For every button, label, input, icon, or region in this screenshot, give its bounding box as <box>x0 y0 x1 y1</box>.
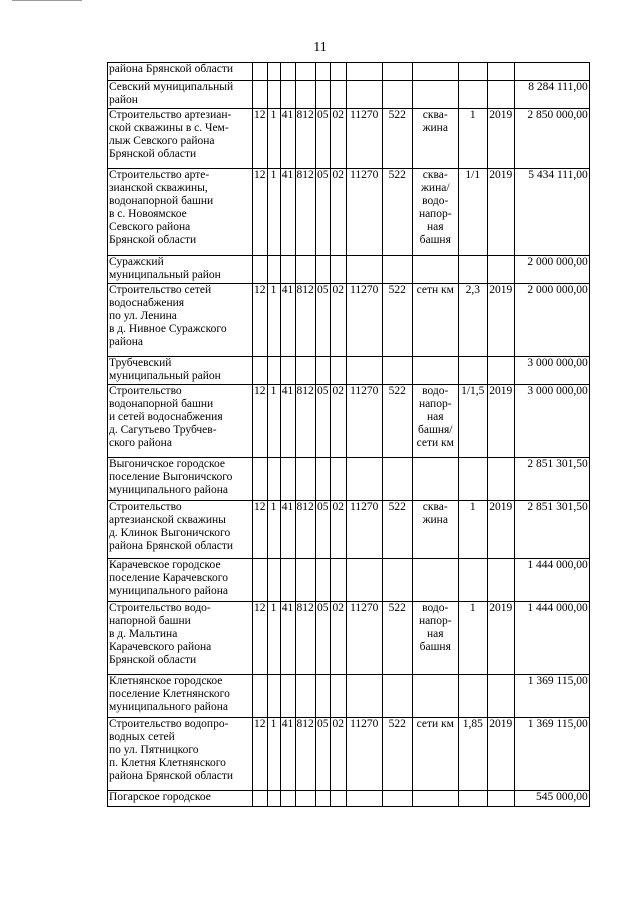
row-c4-cell <box>295 458 315 501</box>
row-c5-cell: 05 <box>315 385 330 458</box>
row-c2-cell <box>267 559 280 602</box>
row-name-cell: Погарское городское <box>108 791 253 807</box>
row-c5-cell: 05 <box>315 284 330 357</box>
row-c7-cell <box>346 357 382 385</box>
row-year-cell <box>487 63 514 81</box>
table-row <box>108 284 590 357</box>
row-c5-cell: 05 <box>315 169 330 256</box>
row-c8-cell <box>382 81 412 109</box>
row-c5-cell: 05 <box>315 718 330 791</box>
row-c1-cell <box>253 458 268 501</box>
row-c4-cell: 812 <box>295 602 315 675</box>
row-c5-cell <box>315 458 330 501</box>
row-c6-cell <box>330 81 346 109</box>
group-row <box>108 458 590 501</box>
row-name-cell: Строительство водонапорной башни и сетей водоснабжения д. Сагутьево Трубчев- ского района <box>108 385 253 458</box>
row-c8-cell: 522 <box>382 284 412 357</box>
row-c1-cell <box>253 256 268 284</box>
row-c2-cell: 1 <box>267 109 280 169</box>
row-c8-cell: 522 <box>382 718 412 791</box>
row-c7-cell <box>346 256 382 284</box>
row-qty-cell: 1 <box>458 109 487 169</box>
row-c1-cell <box>253 81 268 109</box>
row-c4-cell <box>295 791 315 807</box>
row-c6-cell <box>330 458 346 501</box>
row-unit-cell <box>412 458 458 501</box>
row-c8-cell: 522 <box>382 109 412 169</box>
row-c6-cell <box>330 256 346 284</box>
row-c8-cell <box>382 791 412 807</box>
row-qty-cell <box>458 675 487 718</box>
row-c2-cell <box>267 357 280 385</box>
row-c6-cell: 02 <box>330 284 346 357</box>
row-c8-cell <box>382 256 412 284</box>
row-c2-cell: 1 <box>267 169 280 256</box>
row-unit-cell <box>412 256 458 284</box>
row-c1-cell: 12 <box>253 718 268 791</box>
row-c8-cell: 522 <box>382 169 412 256</box>
row-c6-cell <box>330 675 346 718</box>
row-c5-cell: 05 <box>315 109 330 169</box>
row-c7-cell <box>346 559 382 602</box>
row-c7-cell: 11270 <box>346 718 382 791</box>
row-c4-cell: 812 <box>295 385 315 458</box>
row-c7-cell: 11270 <box>346 169 382 256</box>
row-unit-cell: сква- жина <box>412 109 458 169</box>
row-c1-cell <box>253 675 268 718</box>
row-c1-cell <box>253 559 268 602</box>
row-c7-cell <box>346 458 382 501</box>
row-year-cell <box>487 81 514 109</box>
row-c1-cell <box>253 357 268 385</box>
row-c2-cell: 1 <box>267 501 280 559</box>
table-row <box>108 109 590 169</box>
row-c3-cell: 41 <box>280 385 295 458</box>
row-c1-cell: 12 <box>253 169 268 256</box>
row-unit-cell: сети км <box>412 718 458 791</box>
row-unit-cell <box>412 675 458 718</box>
row-c7-cell: 11270 <box>346 385 382 458</box>
row-qty-cell: 1 <box>458 602 487 675</box>
row-year-cell <box>487 791 514 807</box>
row-c6-cell: 02 <box>330 385 346 458</box>
row-c3-cell <box>280 81 295 109</box>
row-year-cell <box>487 675 514 718</box>
row-qty-cell <box>458 791 487 807</box>
row-unit-cell: сква- жина <box>412 501 458 559</box>
top-rule <box>12 0 82 1</box>
row-c6-cell: 02 <box>330 169 346 256</box>
group-row <box>108 81 590 109</box>
row-c6-cell: 02 <box>330 718 346 791</box>
row-c4-cell <box>295 559 315 602</box>
row-c8-cell <box>382 559 412 602</box>
row-year-cell: 2019 <box>487 602 514 675</box>
row-c1-cell: 12 <box>253 602 268 675</box>
row-year-cell <box>487 458 514 501</box>
row-c3-cell: 41 <box>280 109 295 169</box>
row-c2-cell <box>267 458 280 501</box>
row-qty-cell <box>458 357 487 385</box>
continuation-row <box>108 63 590 81</box>
row-name-cell: Клетнянское городское поселение Клетнянского муниципального района <box>108 675 253 718</box>
group-row <box>108 357 590 385</box>
row-name-cell: Строительство водо- напорной башни в д. Мальтина Карачевского района Брянской области <box>108 602 253 675</box>
row-name-cell: Трубчевский муниципальный район <box>108 357 253 385</box>
row-c5-cell <box>315 256 330 284</box>
row-c3-cell <box>280 559 295 602</box>
row-qty-cell <box>458 63 487 81</box>
row-c5-cell <box>315 81 330 109</box>
row-qty-cell <box>458 458 487 501</box>
row-c4-cell <box>295 675 315 718</box>
row-c2-cell: 1 <box>267 385 280 458</box>
row-c3-cell <box>280 357 295 385</box>
row-qty-cell <box>458 81 487 109</box>
row-c3-cell: 41 <box>280 602 295 675</box>
row-c3-cell <box>280 458 295 501</box>
row-amount-cell: 1 444 000,00 <box>514 602 589 675</box>
row-c5-cell <box>315 559 330 602</box>
row-year-cell: 2019 <box>487 109 514 169</box>
row-amount-cell: 8 284 111,00 <box>514 81 589 109</box>
row-qty-cell: 1/1 <box>458 169 487 256</box>
row-amount-cell: 3 000 000,00 <box>514 385 589 458</box>
row-c8-cell <box>382 357 412 385</box>
row-name-cell: Выгоничское городское поселение Выгоничского муниципального района <box>108 458 253 501</box>
group-row <box>108 791 590 807</box>
row-name-cell: Строительство сетей водоснабжения по ул. Ленина в д. Нивное Суражского района <box>108 284 253 357</box>
row-amount-cell <box>514 63 589 81</box>
row-c3-cell: 41 <box>280 501 295 559</box>
row-c1-cell <box>253 63 268 81</box>
row-amount-cell: 2 000 000,00 <box>514 256 589 284</box>
table-row <box>108 385 590 458</box>
group-row <box>108 675 590 718</box>
row-c2-cell: 1 <box>267 602 280 675</box>
row-c1-cell: 12 <box>253 109 268 169</box>
row-c7-cell: 11270 <box>346 501 382 559</box>
row-unit-cell: сква- жина/ водо- напор- ная башня <box>412 169 458 256</box>
table-row <box>108 501 590 559</box>
row-c7-cell: 11270 <box>346 109 382 169</box>
row-name-cell: Строительство артезиан- ской скважины в с. Чем- лыж Севского района Брянской области <box>108 109 253 169</box>
row-c2-cell <box>267 63 280 81</box>
row-amount-cell: 3 000 000,00 <box>514 357 589 385</box>
row-c5-cell <box>315 357 330 385</box>
row-amount-cell: 2 851 301,50 <box>514 458 589 501</box>
row-year-cell: 2019 <box>487 385 514 458</box>
row-c3-cell: 41 <box>280 718 295 791</box>
row-c3-cell <box>280 791 295 807</box>
row-c1-cell <box>253 791 268 807</box>
row-c4-cell: 812 <box>295 109 315 169</box>
row-c4-cell <box>295 63 315 81</box>
row-amount-cell: 545 000,00 <box>514 791 589 807</box>
row-c7-cell <box>346 791 382 807</box>
row-unit-cell <box>412 357 458 385</box>
row-c6-cell <box>330 357 346 385</box>
row-c1-cell: 12 <box>253 501 268 559</box>
row-c2-cell: 1 <box>267 284 280 357</box>
row-c7-cell: 11270 <box>346 284 382 357</box>
row-c7-cell: 11270 <box>346 602 382 675</box>
table-row <box>108 169 590 256</box>
table-row <box>108 602 590 675</box>
row-name-cell: Карачевское городское поселение Карачевского муниципального района <box>108 559 253 602</box>
row-year-cell <box>487 559 514 602</box>
row-c8-cell <box>382 63 412 81</box>
row-amount-cell: 2 850 000,00 <box>514 109 589 169</box>
row-unit-cell: водо- напор- ная башня <box>412 602 458 675</box>
row-qty-cell <box>458 559 487 602</box>
row-qty-cell: 2,3 <box>458 284 487 357</box>
row-c3-cell: 41 <box>280 169 295 256</box>
row-c5-cell: 05 <box>315 602 330 675</box>
row-c8-cell <box>382 458 412 501</box>
row-c3-cell <box>280 675 295 718</box>
row-c2-cell: 1 <box>267 718 280 791</box>
row-c1-cell: 12 <box>253 284 268 357</box>
row-year-cell <box>487 256 514 284</box>
row-c5-cell <box>315 791 330 807</box>
row-c2-cell <box>267 256 280 284</box>
row-qty-cell <box>458 256 487 284</box>
row-c3-cell <box>280 63 295 81</box>
row-year-cell <box>487 357 514 385</box>
row-amount-cell: 2 851 301,50 <box>514 501 589 559</box>
row-c4-cell <box>295 357 315 385</box>
row-c7-cell <box>346 63 382 81</box>
row-unit-cell <box>412 81 458 109</box>
row-c2-cell <box>267 81 280 109</box>
row-c5-cell <box>315 675 330 718</box>
row-unit-cell: сетн км <box>412 284 458 357</box>
row-name-cell: Строительство водопро- водных сетей по ул. Пятницкого п. Клетня Клетнянского района Брянской области <box>108 718 253 791</box>
row-amount-cell: 1 369 115,00 <box>514 718 589 791</box>
row-c6-cell <box>330 559 346 602</box>
row-unit-cell <box>412 791 458 807</box>
row-unit-cell <box>412 63 458 81</box>
row-c3-cell: 41 <box>280 284 295 357</box>
row-name-cell: Строительство арте- зианской скважины, водонапорной башни в с. Новоямское Севского района Брянской области <box>108 169 253 256</box>
row-c6-cell <box>330 791 346 807</box>
row-name-cell: Суражский муниципальный район <box>108 256 253 284</box>
row-c6-cell <box>330 63 346 81</box>
row-c7-cell <box>346 675 382 718</box>
row-c6-cell: 02 <box>330 109 346 169</box>
row-c5-cell <box>315 63 330 81</box>
row-c4-cell <box>295 81 315 109</box>
row-qty-cell: 1,85 <box>458 718 487 791</box>
row-c2-cell <box>267 675 280 718</box>
row-c6-cell: 02 <box>330 501 346 559</box>
page-number: 11 <box>313 40 327 55</box>
row-year-cell: 2019 <box>487 501 514 559</box>
row-qty-cell: 1 <box>458 501 487 559</box>
row-amount-cell: 1 444 000,00 <box>514 559 589 602</box>
budget-table <box>107 62 590 807</box>
row-c1-cell: 12 <box>253 385 268 458</box>
row-c4-cell: 812 <box>295 169 315 256</box>
row-unit-cell <box>412 559 458 602</box>
group-row <box>108 256 590 284</box>
row-name-cell: района Брянской области <box>108 63 253 81</box>
row-name-cell: Севский муниципальный район <box>108 81 253 109</box>
row-year-cell: 2019 <box>487 718 514 791</box>
row-year-cell: 2019 <box>487 169 514 256</box>
row-c3-cell <box>280 256 295 284</box>
row-c8-cell: 522 <box>382 385 412 458</box>
row-amount-cell: 5 434 111,00 <box>514 169 589 256</box>
row-c8-cell: 522 <box>382 501 412 559</box>
row-c7-cell <box>346 81 382 109</box>
row-amount-cell: 1 369 115,00 <box>514 675 589 718</box>
row-c4-cell: 812 <box>295 501 315 559</box>
row-amount-cell: 2 000 000,00 <box>514 284 589 357</box>
row-c5-cell: 05 <box>315 501 330 559</box>
row-c8-cell: 522 <box>382 602 412 675</box>
row-c2-cell <box>267 791 280 807</box>
row-unit-cell: водо- напор- ная башня/ сети км <box>412 385 458 458</box>
table-row <box>108 718 590 791</box>
row-c4-cell: 812 <box>295 284 315 357</box>
row-c4-cell: 812 <box>295 718 315 791</box>
row-c4-cell <box>295 256 315 284</box>
group-row <box>108 559 590 602</box>
row-c6-cell: 02 <box>330 602 346 675</box>
row-qty-cell: 1/1,5 <box>458 385 487 458</box>
row-year-cell: 2019 <box>487 284 514 357</box>
row-name-cell: Строительство артезианской скважины д. Клинок Выгоничского района Брянской области <box>108 501 253 559</box>
row-c8-cell <box>382 675 412 718</box>
